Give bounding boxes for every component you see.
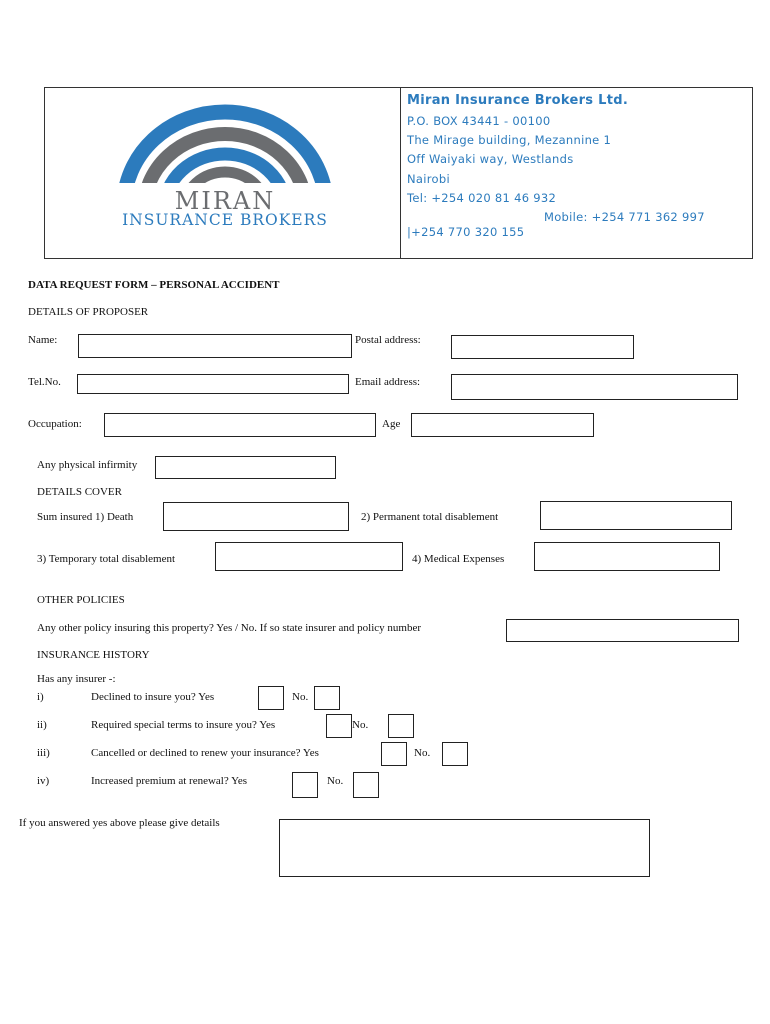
sum-insured-death-label: Sum insured 1) Death	[37, 511, 134, 523]
occupation-label: Occupation:	[28, 418, 82, 430]
question-2-yes-checkbox[interactable]	[326, 714, 352, 738]
question-2-no-label: No.	[352, 719, 369, 731]
question-1-yes-checkbox[interactable]	[258, 686, 284, 710]
question-3-no-label: No.	[414, 747, 431, 759]
telephone: Tel: +254 020 81 46 932	[407, 191, 557, 205]
question-4-text: Increased premium at renewal? Yes	[91, 775, 248, 787]
other-policies-heading: OTHER POLICIES	[37, 594, 125, 606]
has-insurer-label: Has any insurer -:	[37, 673, 116, 685]
mobile-2: |+254 770 320 155	[407, 225, 525, 239]
infirmity-label: Any physical infirmity	[37, 459, 138, 471]
form-title: DATA REQUEST FORM – PERSONAL ACCIDENT	[28, 279, 280, 291]
details-label: If you answered yes above please give details	[19, 817, 220, 829]
question-1-number: i)	[37, 691, 44, 703]
postal-address-label: Postal address:	[355, 334, 421, 346]
question-1-no-label: No.	[292, 691, 309, 703]
question-2-no-checkbox[interactable]	[388, 714, 414, 738]
name-field[interactable]	[78, 334, 352, 358]
question-1-text: Declined to insure you? Yes	[91, 691, 215, 703]
header-divider	[400, 88, 401, 258]
details-field[interactable]	[279, 819, 650, 877]
tel-label: Tel.No.	[28, 376, 61, 388]
address-line-2: The Mirage building, Mezannine 1	[407, 133, 612, 147]
question-1-no-checkbox[interactable]	[314, 686, 340, 710]
other-policy-details-field[interactable]	[506, 619, 739, 642]
medical-expenses-field[interactable]	[534, 542, 720, 571]
address-line-3: Off Waiyaki way, Westlands	[407, 152, 574, 166]
occupation-field[interactable]	[104, 413, 376, 437]
age-field[interactable]	[411, 413, 594, 437]
question-2-number: ii)	[37, 719, 47, 731]
tel-field[interactable]	[77, 374, 349, 394]
sum-insured-death-field[interactable]	[163, 502, 349, 531]
name-label: Name:	[28, 334, 58, 346]
question-3-text: Cancelled or declined to renew your insurance? Yes	[91, 747, 319, 759]
infirmity-field[interactable]	[155, 456, 336, 479]
other-policy-question: Any other policy insuring this property? Yes / No. If so state insurer and policy number	[37, 622, 422, 634]
question-3-number: iii)	[37, 747, 50, 759]
company-logo	[110, 100, 340, 235]
address-line-4: Nairobi	[407, 172, 450, 186]
email-field[interactable]	[451, 374, 738, 400]
email-label: Email address:	[355, 376, 421, 388]
postal-address-field[interactable]	[451, 335, 634, 359]
permanent-disablement-field[interactable]	[540, 501, 732, 530]
proposer-heading: DETAILS OF PROPOSER	[28, 306, 149, 318]
question-3-no-checkbox[interactable]	[442, 742, 468, 766]
question-2-text: Required special terms to insure you? Yes	[91, 719, 276, 731]
question-4-yes-checkbox[interactable]	[292, 772, 318, 798]
question-4-number: iv)	[37, 775, 50, 787]
cover-heading: DETAILS COVER	[37, 486, 122, 498]
insurance-history-heading: INSURANCE HISTORY	[37, 649, 150, 661]
medical-expenses-label: 4) Medical Expenses	[412, 553, 505, 565]
question-4-no-label: No.	[327, 775, 344, 787]
company-name: Miran Insurance Brokers Ltd.	[407, 93, 629, 108]
age-label: Age	[382, 418, 401, 430]
permanent-disablement-label: 2) Permanent total disablement	[361, 511, 499, 523]
address-line-1: P.O. BOX 43441 - 00100	[407, 114, 551, 128]
temporary-disablement-field[interactable]	[215, 542, 403, 571]
logo-text-insurance-brokers: INSURANCE BROKERS	[122, 211, 328, 229]
question-3-yes-checkbox[interactable]	[381, 742, 407, 766]
mobile-1: Mobile: +254 771 362 997	[544, 210, 705, 224]
temporary-disablement-label: 3) Temporary total disablement	[37, 553, 176, 565]
logo-text-miran: MIRAN	[174, 187, 276, 215]
question-4-no-checkbox[interactable]	[353, 772, 379, 798]
